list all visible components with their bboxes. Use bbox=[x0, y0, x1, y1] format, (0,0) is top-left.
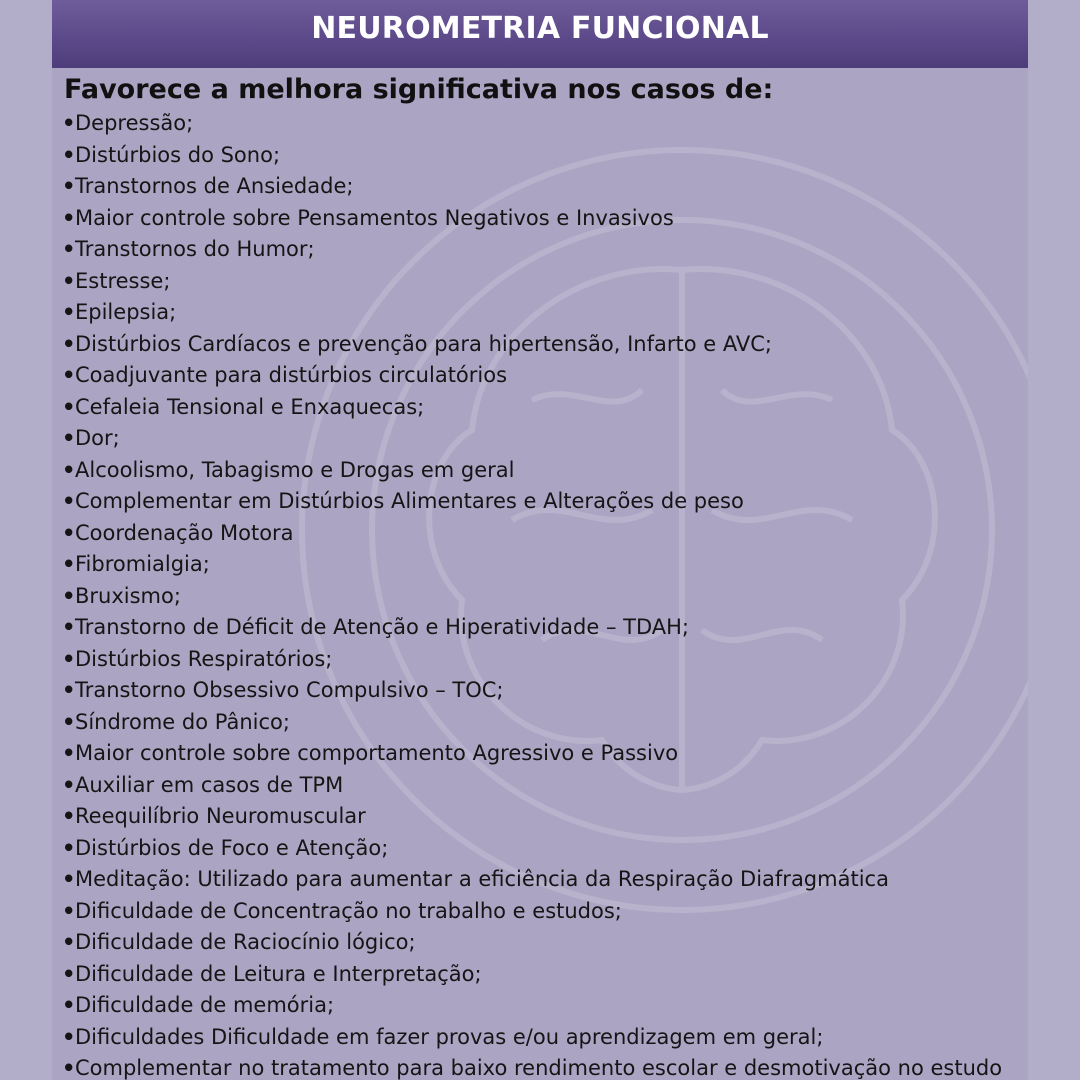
bullet-icon: • bbox=[62, 646, 76, 671]
bullet-icon: • bbox=[62, 961, 76, 986]
list-item bbox=[62, 423, 1002, 455]
list-item bbox=[62, 108, 1002, 140]
bullet-icon: • bbox=[62, 1024, 76, 1049]
bullet-icon: • bbox=[62, 331, 76, 356]
list-item bbox=[62, 959, 1002, 991]
subheading: Favorece a melhora significativa nos casos de: bbox=[64, 74, 774, 105]
bullet-icon: • bbox=[62, 300, 76, 324]
benefits-list bbox=[62, 108, 1002, 1080]
list-item-text: Dor; bbox=[75, 426, 120, 450]
list-item-text: Fibromialgia; bbox=[75, 552, 210, 576]
bullet-icon: • bbox=[62, 426, 76, 450]
bullet-icon: • bbox=[62, 394, 76, 419]
list-item bbox=[62, 329, 1002, 361]
list-item bbox=[62, 234, 1002, 266]
list-item-text: Complementar no tratamento para baixo rendimento escolar e desmotivação no estudo bbox=[75, 1056, 1003, 1080]
list-item-text: Reequilíbrio Neuromuscular bbox=[75, 804, 366, 828]
list-item-text: Transtornos do Humor; bbox=[75, 237, 315, 261]
bullet-icon: • bbox=[62, 615, 76, 639]
bullet-icon: • bbox=[62, 835, 76, 860]
background-right-margin bbox=[1028, 0, 1080, 1080]
list-item-text: Dificuldades Dificuldade em fazer provas e/ou aprendizagem em geral; bbox=[75, 1024, 824, 1049]
bullet-icon: • bbox=[62, 489, 76, 513]
bullet-icon: • bbox=[62, 268, 76, 293]
bullet-icon: • bbox=[62, 930, 76, 954]
list-item-text: Coordenação Motora bbox=[75, 520, 294, 545]
bullet-icon: • bbox=[62, 205, 76, 230]
list-item bbox=[62, 360, 1002, 392]
list-item-text: Depressão; bbox=[75, 111, 194, 135]
list-item bbox=[62, 927, 1002, 959]
list-item-text: Epilepsia; bbox=[75, 300, 177, 324]
list-item-text: Maior controle sobre comportamento Agressivo e Passivo bbox=[75, 741, 679, 765]
list-item-text: Cefaleia Tensional e Enxaquecas; bbox=[75, 394, 425, 419]
bullet-icon: • bbox=[62, 1056, 76, 1080]
list-item bbox=[62, 864, 1002, 896]
list-item-text: Auxiliar em casos de TPM bbox=[75, 772, 344, 797]
list-item-text: Complementar em Distúrbios Alimentares e Alterações de peso bbox=[75, 489, 744, 513]
list-item-text: Distúrbios Respiratórios; bbox=[75, 646, 333, 671]
list-item bbox=[62, 171, 1002, 203]
bullet-icon: • bbox=[62, 520, 76, 545]
list-item-text: Distúrbios Cardíacos e prevenção para hipertensão, Infarto e AVC; bbox=[75, 331, 772, 356]
bullet-icon: • bbox=[62, 552, 76, 576]
list-item bbox=[62, 738, 1002, 770]
list-item bbox=[62, 707, 1002, 739]
list-item bbox=[62, 1022, 1002, 1054]
list-item-text: Maior controle sobre Pensamentos Negativos e Invasivos bbox=[75, 205, 674, 230]
list-item bbox=[62, 266, 1002, 298]
list-item bbox=[62, 549, 1002, 581]
list-item-text: Dificuldade de Raciocínio lógico; bbox=[75, 930, 416, 954]
list-item-text: Transtornos de Ansiedade; bbox=[75, 174, 354, 198]
list-item bbox=[62, 581, 1002, 613]
list-item-text: Bruxismo; bbox=[75, 583, 181, 608]
list-item bbox=[62, 770, 1002, 802]
bullet-icon: • bbox=[62, 709, 76, 734]
list-item-text: Transtorno Obsessivo Compulsivo – TOC; bbox=[75, 678, 504, 702]
list-item-text: Meditação: Utilizado para aumentar a eficiência da Respiração Diafragmática bbox=[75, 867, 889, 891]
title-bar bbox=[52, 0, 1028, 68]
list-item-text: Dificuldade de Leitura e Interpretação; bbox=[75, 961, 482, 986]
bullet-icon: • bbox=[62, 363, 76, 387]
list-item bbox=[62, 1053, 1002, 1080]
bullet-icon: • bbox=[62, 457, 76, 482]
list-item bbox=[62, 518, 1002, 550]
list-item bbox=[62, 644, 1002, 676]
bullet-icon: • bbox=[62, 111, 76, 135]
bullet-icon: • bbox=[62, 898, 76, 923]
bullet-icon: • bbox=[62, 237, 76, 261]
list-item-text: Dificuldade de memória; bbox=[75, 993, 335, 1017]
bullet-icon: • bbox=[62, 678, 76, 702]
page-title: NEUROMETRIA FUNCIONAL bbox=[311, 11, 769, 46]
bullet-icon: • bbox=[62, 142, 76, 167]
list-item bbox=[62, 455, 1002, 487]
list-item-text: Alcoolismo, Tabagismo e Drogas em geral bbox=[75, 457, 515, 482]
list-item bbox=[62, 297, 1002, 329]
background-left-margin bbox=[0, 0, 52, 1080]
list-item bbox=[62, 392, 1002, 424]
list-item bbox=[62, 203, 1002, 235]
list-item bbox=[62, 612, 1002, 644]
bullet-icon: • bbox=[62, 993, 76, 1017]
list-item bbox=[62, 675, 1002, 707]
list-item-text: Coadjuvante para distúrbios circulatórios bbox=[75, 363, 508, 387]
list-item bbox=[62, 990, 1002, 1022]
list-item bbox=[62, 801, 1002, 833]
bullet-icon: • bbox=[62, 174, 76, 198]
bullet-icon: • bbox=[62, 804, 76, 828]
list-item-text: Transtorno de Déficit de Atenção e Hiperatividade – TDAH; bbox=[75, 615, 689, 639]
slide bbox=[52, 0, 1028, 1080]
bullet-icon: • bbox=[62, 772, 76, 797]
bullet-icon: • bbox=[62, 867, 76, 891]
list-item bbox=[62, 896, 1002, 928]
list-item bbox=[62, 833, 1002, 865]
list-item-text: Distúrbios do Sono; bbox=[75, 142, 281, 167]
bullet-icon: • bbox=[62, 583, 76, 608]
list-item-text: Distúrbios de Foco e Atenção; bbox=[75, 835, 389, 860]
list-item-text: Dificuldade de Concentração no trabalho e estudos; bbox=[75, 898, 622, 923]
list-item bbox=[62, 486, 1002, 518]
list-item bbox=[62, 140, 1002, 172]
list-item-text: Síndrome do Pânico; bbox=[75, 709, 290, 734]
bullet-icon: • bbox=[62, 741, 76, 765]
list-item-text: Estresse; bbox=[75, 268, 171, 293]
